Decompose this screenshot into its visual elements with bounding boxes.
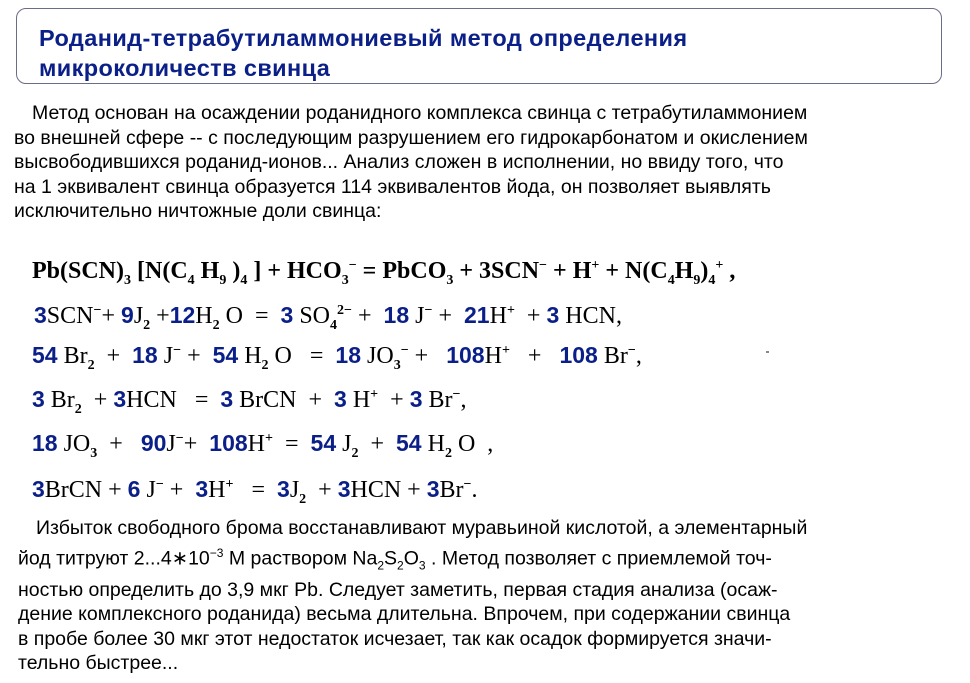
equation-5: 18 $JO_3 + 90J^-+ 108H^+ = 54$ $J_2 + 54$ $H_2$ O ,	[32, 430, 494, 461]
equation-4: 3 $Br_2 + 3HCN = 3$ BrCN + 3 H+ + 3 Br−,	[32, 386, 467, 417]
coef: 108	[446, 342, 485, 368]
title-line-1: Роданид-тетрабутиламмониевый метод определения	[39, 25, 688, 51]
coef: 9	[121, 302, 134, 328]
outro-line	[18, 541, 963, 578]
coef: 54	[32, 342, 58, 368]
coef: 54	[396, 430, 422, 456]
coef: 18	[383, 302, 410, 328]
outro-paragraph	[18, 516, 963, 676]
text-part: 3	[418, 557, 426, 572]
equation-6: 3BrCN + 6 $J^- + 3H^+ = 3J_2 + 3HCN + 3Br^-$.	[32, 476, 478, 507]
coef: 3	[334, 386, 347, 412]
title-box	[16, 8, 942, 84]
coef: 3	[280, 302, 294, 328]
outro-line: Избыток свободного брома восстанавливают муравьиной кислотой, а элементарный	[36, 517, 808, 539]
coef: 3	[426, 476, 440, 502]
text-part: 2	[397, 557, 404, 572]
outro-line: тельно быстрее...	[18, 652, 179, 675]
equation-3: 54 $Br_2 + 18$ J− + 54 $H_2$ O = 18 $JO_3^- + 108H^+ + 108$ Br−,	[32, 342, 642, 373]
coef: 6	[127, 476, 141, 502]
coef: 108	[209, 430, 248, 456]
intro-line: исключительно ничтожные доли свинца:	[14, 200, 382, 223]
intro-line: Метод основан на осаждении роданидного комплекса свинца с тетрабутиламмонием	[32, 102, 808, 124]
coef: 18	[335, 342, 362, 368]
text-part: O	[403, 547, 419, 570]
text-part: −3	[209, 545, 224, 560]
coef: 18	[132, 342, 158, 368]
coef: 3	[409, 386, 423, 412]
coef: 54	[212, 342, 239, 368]
coef: 3	[195, 476, 209, 502]
coef: 3	[277, 476, 290, 502]
coef: 90	[140, 430, 167, 456]
coef: 54	[310, 430, 337, 456]
equation-2: $3SCN^-+ 9J_2 +12H_2$ O = 3 $SO_4^{2-} + 18$ J− + 21H+ + 3 HCN,	[34, 302, 622, 333]
intro-paragraph	[14, 101, 959, 224]
outro-line: дение комплексного роданида) весьма длительна. Впрочем, при содержании свинца	[18, 603, 791, 626]
page-title	[39, 23, 687, 83]
equation-1: $Pb(SCN)_3$ [$N(C_4$ $H_9$ )$_4$ ] + $HCO_3^-$ = PbCO$_3$ + $3SCN^- + H^+ + N(C_4H_9)_4^+$ ,	[32, 258, 736, 288]
stray-dot	[766, 351, 769, 353]
outro-line: ностью определить до 3,9 мкг Pb. Следует заметить, первая стадия анализа (осаж-	[18, 578, 778, 601]
intro-line: высвободившихся роданид-ионов... Анализ сложен в исполнении, но ввиду того, что	[14, 151, 784, 174]
title-line-2: микроколичеств свинца	[39, 55, 331, 81]
coef: 108	[559, 342, 598, 368]
coef: 3	[220, 386, 234, 412]
coef: 3	[32, 386, 45, 412]
text-part: ∗10	[171, 547, 210, 570]
coef: 3	[34, 302, 47, 328]
intro-line: на 1 эквивалент свинца образуется 114 эквивалентов йода, он позволяет выявлять	[14, 175, 771, 198]
text-part: . Метод позволяет с приемлемой точ-	[425, 547, 772, 570]
coef: 12	[169, 302, 196, 328]
text-part: S	[384, 547, 398, 570]
text-part: М раствором Na	[223, 547, 378, 570]
coef: 18	[32, 430, 58, 456]
intro-line: во внешней сфере -- с последующим разрушением его гидрокарбонатом и окислением	[14, 126, 808, 149]
coef: 3	[337, 476, 351, 502]
coef: 21	[464, 302, 490, 328]
outro-line: в пробе более 30 мкг этот недостаток исчезает, так как осадок формируется значи-	[18, 627, 772, 650]
text-part: йод титруют 2...4	[18, 547, 172, 570]
coef: 3	[113, 386, 127, 412]
coef: 3	[32, 476, 45, 502]
text-part: 2	[377, 557, 385, 572]
coef: 3	[546, 302, 560, 328]
